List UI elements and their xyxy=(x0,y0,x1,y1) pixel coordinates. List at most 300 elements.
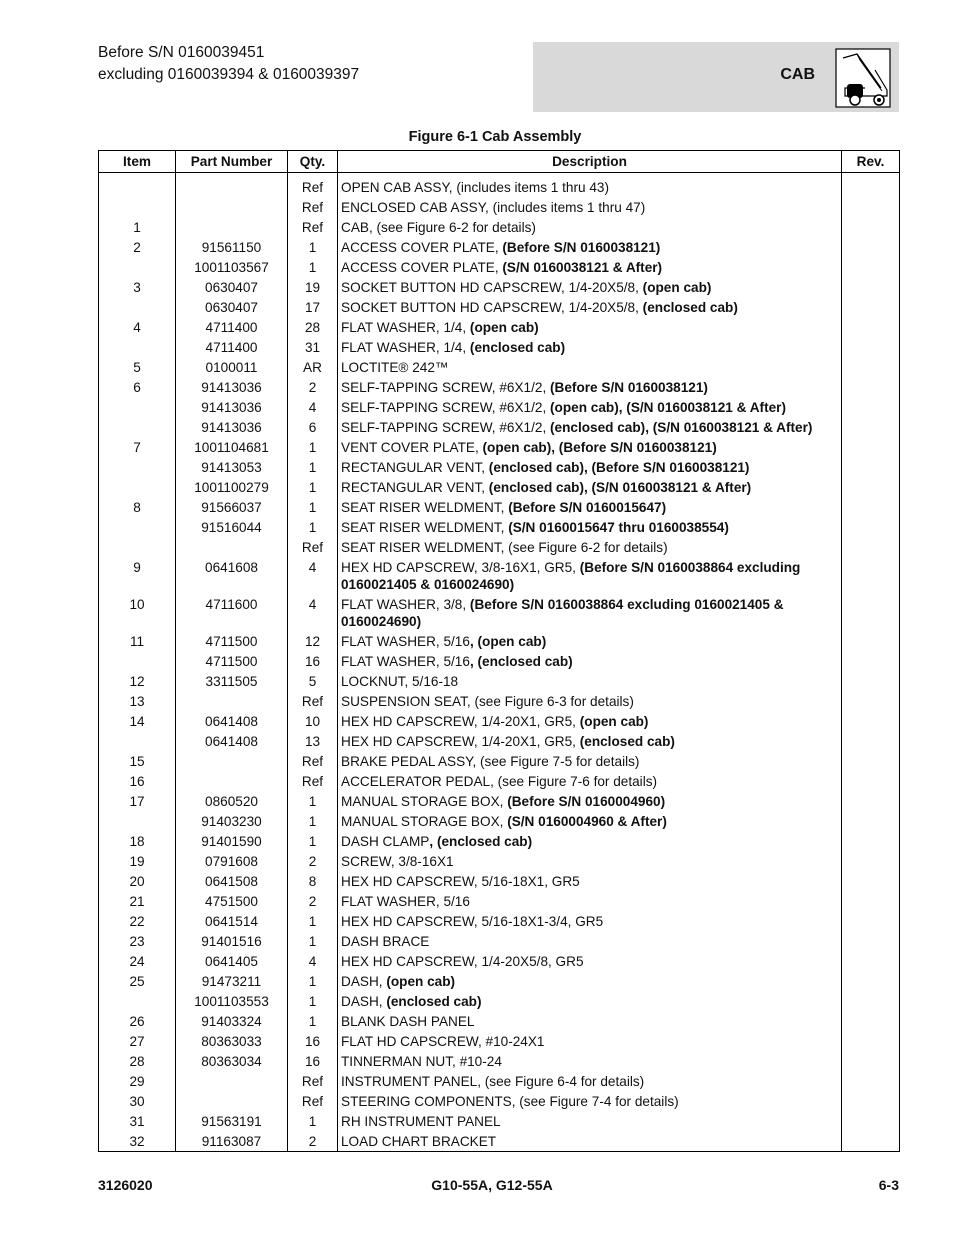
cell-qty: 1 xyxy=(288,518,338,538)
cell-qty: 2 xyxy=(288,378,338,398)
cell-qty: 16 xyxy=(288,1052,338,1072)
cell-description xyxy=(338,1092,842,1112)
cell-qty: 16 xyxy=(288,652,338,672)
cell-description xyxy=(338,692,842,712)
cell-description xyxy=(338,712,842,732)
cell-description xyxy=(338,298,842,318)
cell-part-number: 0641405 xyxy=(176,952,288,972)
cell-item: 3 xyxy=(99,278,176,298)
cell-item xyxy=(99,298,176,318)
cell-description xyxy=(338,1112,842,1132)
table-row xyxy=(99,595,900,632)
cell-description xyxy=(338,1012,842,1032)
description-qualifier: (enclosed cab) xyxy=(386,994,482,1009)
table-row xyxy=(99,872,900,892)
description-text: INSTRUMENT PANEL, (see Figure 6-4 for details) xyxy=(341,1074,645,1089)
cell-rev xyxy=(842,338,900,358)
description-text: SELF-TAPPING SCREW, #6X1/2, xyxy=(341,420,551,435)
cell-description xyxy=(338,438,842,458)
cell-qty: 2 xyxy=(288,892,338,912)
description-qualifier: (Before S/N 0160038864 excluding 0160021405 & 0160024690) xyxy=(341,597,784,629)
cell-part-number: 4711400 xyxy=(176,318,288,338)
cell-description xyxy=(338,1072,842,1092)
cell-item xyxy=(99,518,176,538)
cell-rev xyxy=(842,912,900,932)
cell-item: 17 xyxy=(99,792,176,812)
figure-title: Figure 6-1 Cab Assembly xyxy=(408,129,582,145)
cell-rev xyxy=(842,258,900,278)
cell-item: 13 xyxy=(99,692,176,712)
description-qualifier: (open cab), (S/N 0160038121 & After) xyxy=(550,400,786,415)
table-row xyxy=(99,1072,900,1092)
cell-part-number: 91561150 xyxy=(176,238,288,258)
description-text: LOCKNUT, 5/16-18 xyxy=(341,674,459,689)
cell-part-number: 4751500 xyxy=(176,892,288,912)
cell-qty: 19 xyxy=(288,278,338,298)
cell-part-number: 4711500 xyxy=(176,632,288,652)
table-row xyxy=(99,338,900,358)
cell-description xyxy=(338,218,842,238)
cell-rev xyxy=(842,732,900,752)
table-row xyxy=(99,892,900,912)
cell-qty: Ref xyxy=(288,692,338,712)
cell-part-number: 91403324 xyxy=(176,1012,288,1032)
cell-rev xyxy=(842,772,900,792)
cell-qty: 1 xyxy=(288,1012,338,1032)
cell-item xyxy=(99,458,176,478)
description-qualifier: , (enclosed cab) xyxy=(429,834,533,849)
cell-item xyxy=(99,478,176,498)
cell-rev xyxy=(842,418,900,438)
cell-qty: 12 xyxy=(288,632,338,652)
cell-description xyxy=(338,672,842,692)
cell-description xyxy=(338,832,842,852)
cell-item: 8 xyxy=(99,498,176,518)
cell-qty: 17 xyxy=(288,298,338,318)
cell-qty: 2 xyxy=(288,1132,338,1152)
cell-description xyxy=(338,852,842,872)
description-text: DASH, xyxy=(341,974,387,989)
table-row xyxy=(99,278,900,298)
cell-item: 11 xyxy=(99,632,176,652)
cell-rev xyxy=(842,832,900,852)
description-qualifier: (Before S/N 0160038121) xyxy=(550,380,708,395)
description-text: FLAT HD CAPSCREW, #10-24X1 xyxy=(341,1034,545,1049)
cell-part-number: 91566037 xyxy=(176,498,288,518)
cell-part-number: 0641514 xyxy=(176,912,288,932)
table-row xyxy=(99,692,900,712)
cell-rev xyxy=(842,1052,900,1072)
cell-rev xyxy=(842,398,900,418)
description-text: SOCKET BUTTON HD CAPSCREW, 1/4-20X5/8, xyxy=(341,280,643,295)
description-text: SEAT RISER WELDMENT, xyxy=(341,500,509,515)
cell-part-number: 0791608 xyxy=(176,852,288,872)
description-text: STEERING COMPONENTS, (see Figure 7-4 for details) xyxy=(341,1094,679,1109)
description-text: LOAD CHART BRACKET xyxy=(341,1134,497,1149)
cell-part-number xyxy=(176,1072,288,1092)
cell-description xyxy=(338,872,842,892)
description-text: SOCKET BUTTON HD CAPSCREW, 1/4-20X5/8, xyxy=(341,300,643,315)
cell-qty: 16 xyxy=(288,1032,338,1052)
cell-item: 29 xyxy=(99,1072,176,1092)
cell-part-number: 0641508 xyxy=(176,872,288,892)
cell-description xyxy=(338,278,842,298)
cell-item: 23 xyxy=(99,932,176,952)
cell-rev xyxy=(842,812,900,832)
description-text: HEX HD CAPSCREW, 1/4-20X5/8, GR5 xyxy=(341,954,584,969)
description-qualifier: (open cab) xyxy=(579,714,649,729)
description-text: RH INSTRUMENT PANEL xyxy=(341,1114,501,1129)
table-row xyxy=(99,458,900,478)
table-row xyxy=(99,173,900,198)
cell-qty: AR xyxy=(288,358,338,378)
description-qualifier: (open cab) xyxy=(642,280,712,295)
cell-qty: Ref xyxy=(288,218,338,238)
table-row xyxy=(99,812,900,832)
cell-description xyxy=(338,952,842,972)
footer-page-number: 6-3 xyxy=(878,1177,899,1193)
description-text: HEX HD CAPSCREW, 5/16-18X1, GR5 xyxy=(341,874,580,889)
cell-item xyxy=(99,418,176,438)
description-text: ACCESS COVER PLATE, xyxy=(341,260,503,275)
description-qualifier: (S/N 0160038121 & After) xyxy=(502,260,663,275)
description-text: RECTANGULAR VENT, xyxy=(341,460,489,475)
cell-item xyxy=(99,338,176,358)
cell-item: 2 xyxy=(99,238,176,258)
table-row xyxy=(99,358,900,378)
table-row xyxy=(99,258,900,278)
cell-rev xyxy=(842,632,900,652)
cell-qty: 10 xyxy=(288,712,338,732)
cell-qty: Ref xyxy=(288,752,338,772)
cell-item: 5 xyxy=(99,358,176,378)
cell-rev xyxy=(842,972,900,992)
cell-rev xyxy=(842,692,900,712)
description-qualifier: (enclosed cab), (S/N 0160038121 & After) xyxy=(550,420,813,435)
cell-part-number: 91473211 xyxy=(176,972,288,992)
cell-description xyxy=(338,238,842,258)
cell-qty: 1 xyxy=(288,912,338,932)
cell-item: 14 xyxy=(99,712,176,732)
cell-description xyxy=(338,458,842,478)
table-row xyxy=(99,518,900,538)
col-header-part-number: Part Number xyxy=(176,151,288,173)
cell-description xyxy=(338,418,842,438)
table-row xyxy=(99,712,900,732)
cell-qty: 13 xyxy=(288,732,338,752)
description-qualifier: (Before S/N 0160038864 excluding 0160021405 & 0160024690) xyxy=(341,560,801,592)
cell-description xyxy=(338,318,842,338)
cell-item: 18 xyxy=(99,832,176,852)
cell-rev xyxy=(842,278,900,298)
cell-qty: Ref xyxy=(288,1092,338,1112)
table-row xyxy=(99,732,900,752)
description-text: HEX HD CAPSCREW, 5/16-18X1-3/4, GR5 xyxy=(341,914,604,929)
cell-item xyxy=(99,992,176,1012)
cell-rev xyxy=(842,558,900,595)
table-row xyxy=(99,1032,900,1052)
cell-qty: 1 xyxy=(288,992,338,1012)
col-header-rev: Rev. xyxy=(842,151,900,173)
cell-part-number: 0860520 xyxy=(176,792,288,812)
cell-qty: 1 xyxy=(288,438,338,458)
cell-part-number: 91401516 xyxy=(176,932,288,952)
cell-rev xyxy=(842,1072,900,1092)
cell-description xyxy=(338,812,842,832)
description-qualifier: , (open cab) xyxy=(469,634,547,649)
description-qualifier: (S/N 0160015647 thru 0160038554) xyxy=(508,520,729,535)
cell-item: 4 xyxy=(99,318,176,338)
cell-part-number: 1001100279 xyxy=(176,478,288,498)
cell-rev xyxy=(842,952,900,972)
cell-rev xyxy=(842,378,900,398)
header-line-1: Before S/N 0160039451 xyxy=(98,44,265,61)
cell-description xyxy=(338,1052,842,1072)
table-row xyxy=(99,852,900,872)
table-row xyxy=(99,652,900,672)
cell-part-number: 91413036 xyxy=(176,378,288,398)
table-row xyxy=(99,792,900,812)
cell-qty: Ref xyxy=(288,198,338,218)
cell-rev xyxy=(842,478,900,498)
cell-item: 27 xyxy=(99,1032,176,1052)
cell-part-number xyxy=(176,173,288,198)
cell-part-number: 4711600 xyxy=(176,595,288,632)
cell-item: 32 xyxy=(99,1132,176,1152)
description-text: BLANK DASH PANEL xyxy=(341,1014,475,1029)
description-text: ACCELERATOR PEDAL, (see Figure 7-6 for details) xyxy=(341,774,658,789)
cell-part-number: 80363034 xyxy=(176,1052,288,1072)
cell-qty: 31 xyxy=(288,338,338,358)
cell-rev xyxy=(842,595,900,632)
cell-qty: 1 xyxy=(288,812,338,832)
cell-qty: 28 xyxy=(288,318,338,338)
cell-description xyxy=(338,752,842,772)
cell-rev xyxy=(842,872,900,892)
section-tab xyxy=(533,42,899,112)
description-qualifier: (enclosed cab), (S/N 0160038121 & After) xyxy=(488,480,752,495)
cell-part-number: 91516044 xyxy=(176,518,288,538)
cell-qty: 6 xyxy=(288,418,338,438)
cell-item xyxy=(99,173,176,198)
description-qualifier: (enclosed cab) xyxy=(579,734,675,749)
description-text: SELF-TAPPING SCREW, #6X1/2, xyxy=(341,380,551,395)
cell-qty: Ref xyxy=(288,1072,338,1092)
cell-qty: 1 xyxy=(288,792,338,812)
table-row xyxy=(99,478,900,498)
cell-description xyxy=(338,632,842,652)
cell-description xyxy=(338,1132,842,1152)
footer-doc-number: 3126020 xyxy=(98,1177,153,1193)
section-label: CAB xyxy=(780,66,815,83)
description-text: HEX HD CAPSCREW, 3/8-16X1, GR5, xyxy=(341,560,580,575)
cell-rev xyxy=(842,518,900,538)
cell-part-number xyxy=(176,198,288,218)
cell-part-number: 80363033 xyxy=(176,1032,288,1052)
cell-part-number: 91403230 xyxy=(176,812,288,832)
cell-part-number: 91413036 xyxy=(176,418,288,438)
description-qualifier: (open cab) xyxy=(386,974,456,989)
cell-item: 10 xyxy=(99,595,176,632)
cell-part-number xyxy=(176,692,288,712)
cell-item: 12 xyxy=(99,672,176,692)
cell-description xyxy=(338,892,842,912)
cell-rev xyxy=(842,672,900,692)
cell-item xyxy=(99,812,176,832)
cell-item: 28 xyxy=(99,1052,176,1072)
table-row xyxy=(99,558,900,595)
description-text: DASH BRACE xyxy=(341,934,430,949)
cell-rev xyxy=(842,173,900,198)
cell-description xyxy=(338,558,842,595)
description-qualifier: (enclosed cab) xyxy=(469,340,566,355)
cell-item xyxy=(99,258,176,278)
cell-rev xyxy=(842,238,900,258)
description-qualifier: (S/N 0160004960 & After) xyxy=(507,814,667,829)
cell-rev xyxy=(842,712,900,732)
cell-item: 31 xyxy=(99,1112,176,1132)
description-text: SEAT RISER WELDMENT, (see Figure 6-2 for details) xyxy=(341,540,668,555)
cell-part-number: 3311505 xyxy=(176,672,288,692)
cell-item: 22 xyxy=(99,912,176,932)
cell-part-number: 91563191 xyxy=(176,1112,288,1132)
description-text: ENCLOSED CAB ASSY, (includes items 1 thru 47) xyxy=(341,200,646,215)
cell-part-number: 0641608 xyxy=(176,558,288,595)
cell-qty: 1 xyxy=(288,1112,338,1132)
description-text: OPEN CAB ASSY, (includes items 1 thru 43) xyxy=(341,180,609,195)
cell-description xyxy=(338,792,842,812)
description-text: SUSPENSION SEAT, (see Figure 6-3 for details) xyxy=(341,694,634,709)
cell-qty: 1 xyxy=(288,478,338,498)
cell-qty: 4 xyxy=(288,398,338,418)
cell-description xyxy=(338,912,842,932)
table-row xyxy=(99,398,900,418)
cell-part-number: 91413036 xyxy=(176,398,288,418)
cell-description xyxy=(338,358,842,378)
cell-qty: 1 xyxy=(288,972,338,992)
description-text: SCREW, 3/8-16X1 xyxy=(341,854,454,869)
description-text: CAB, (see Figure 6-2 for details) xyxy=(341,220,536,235)
table-row xyxy=(99,1132,900,1152)
cab-forklift-icon xyxy=(835,48,891,108)
cell-qty: Ref xyxy=(288,538,338,558)
description-text: FLAT WASHER, 5/16 xyxy=(341,634,470,649)
cell-description xyxy=(338,498,842,518)
cell-part-number: 0100011 xyxy=(176,358,288,378)
table-row xyxy=(99,992,900,1012)
cell-rev xyxy=(842,1032,900,1052)
cell-description xyxy=(338,173,842,198)
description-text: DASH CLAMP xyxy=(341,834,430,849)
cell-description xyxy=(338,258,842,278)
table-row xyxy=(99,772,900,792)
description-text: TINNERMAN NUT, #10-24 xyxy=(341,1054,502,1069)
cell-qty: 4 xyxy=(288,558,338,595)
cell-rev xyxy=(842,498,900,518)
cell-part-number xyxy=(176,752,288,772)
cell-qty: Ref xyxy=(288,772,338,792)
description-text: FLAT WASHER, 1/4, xyxy=(341,320,470,335)
cell-description xyxy=(338,478,842,498)
cell-part-number xyxy=(176,1092,288,1112)
cell-part-number xyxy=(176,218,288,238)
cell-part-number: 4711400 xyxy=(176,338,288,358)
cell-item: 26 xyxy=(99,1012,176,1032)
cell-rev xyxy=(842,652,900,672)
cell-rev xyxy=(842,1132,900,1152)
cell-item: 15 xyxy=(99,752,176,772)
cell-item: 21 xyxy=(99,892,176,912)
table-row xyxy=(99,378,900,398)
description-qualifier: (enclosed cab), (Before S/N 0160038121) xyxy=(488,460,750,475)
description-qualifier: (Before S/N 0160038121) xyxy=(502,240,661,255)
table-row xyxy=(99,912,900,932)
description-text: BRAKE PEDAL ASSY, (see Figure 7-5 for details) xyxy=(341,754,640,769)
cell-qty: 5 xyxy=(288,672,338,692)
cell-description xyxy=(338,518,842,538)
cell-description xyxy=(338,772,842,792)
cell-rev xyxy=(842,852,900,872)
cell-description xyxy=(338,595,842,632)
table-row xyxy=(99,1012,900,1032)
cell-part-number: 1001104681 xyxy=(176,438,288,458)
footer-models: G10-55A, G12-55A xyxy=(431,1177,553,1193)
cell-description xyxy=(338,398,842,418)
cell-rev xyxy=(842,992,900,1012)
cell-rev xyxy=(842,892,900,912)
cell-rev xyxy=(842,1012,900,1032)
description-qualifier: (Before S/N 0160004960) xyxy=(507,794,666,809)
description-text: DASH, xyxy=(341,994,387,1009)
cell-part-number: 0630407 xyxy=(176,278,288,298)
table-row xyxy=(99,298,900,318)
description-text: SEAT RISER WELDMENT, xyxy=(341,520,509,535)
cell-qty: 1 xyxy=(288,258,338,278)
cell-qty: 1 xyxy=(288,498,338,518)
description-qualifier: (open cab) xyxy=(469,320,539,335)
description-qualifier: , (enclosed cab) xyxy=(469,654,573,669)
description-text: FLAT WASHER, 5/16 xyxy=(341,894,470,909)
cell-part-number: 0641408 xyxy=(176,732,288,752)
cell-item: 6 xyxy=(99,378,176,398)
cell-item xyxy=(99,198,176,218)
cell-qty: 1 xyxy=(288,932,338,952)
cell-item: 25 xyxy=(99,972,176,992)
cell-rev xyxy=(842,438,900,458)
description-text: FLAT WASHER, 5/16 xyxy=(341,654,470,669)
description-text: MANUAL STORAGE BOX, xyxy=(341,814,508,829)
cell-part-number: 4711500 xyxy=(176,652,288,672)
description-qualifier: (enclosed cab) xyxy=(642,300,738,315)
description-text: VENT COVER PLATE, xyxy=(341,440,483,455)
cell-qty: 4 xyxy=(288,595,338,632)
cell-rev xyxy=(842,218,900,238)
cell-rev xyxy=(842,792,900,812)
table-header-row xyxy=(99,151,900,173)
cell-qty: Ref xyxy=(288,173,338,198)
cell-description xyxy=(338,1032,842,1052)
table-row xyxy=(99,632,900,652)
cell-rev xyxy=(842,198,900,218)
table-row xyxy=(99,218,900,238)
cell-rev xyxy=(842,298,900,318)
cell-item xyxy=(99,398,176,418)
cell-rev xyxy=(842,318,900,338)
description-qualifier: (Before S/N 0160015647) xyxy=(508,500,667,515)
table-row xyxy=(99,672,900,692)
cell-part-number: 91163087 xyxy=(176,1132,288,1152)
col-header-item: Item xyxy=(99,151,176,173)
